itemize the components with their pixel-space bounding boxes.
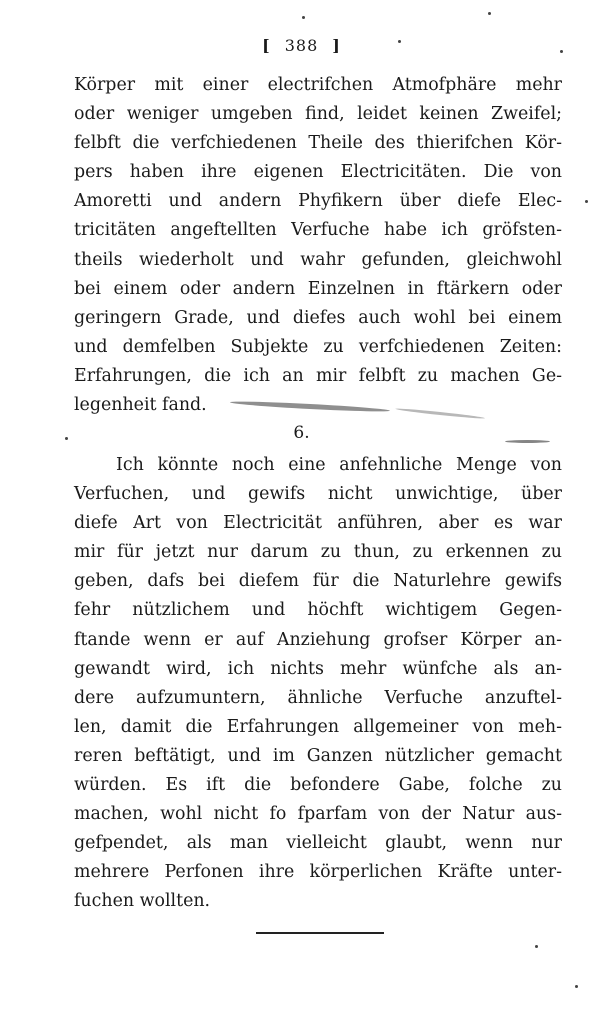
speck xyxy=(488,12,491,15)
text-line: mir für jetzt nur darum zu thun, zu erkennen zu xyxy=(74,542,562,563)
text-line: reren beftätigt, und im Ganzen nützlicher gemacht xyxy=(74,745,562,766)
speck xyxy=(585,200,588,203)
text-line: und demfelben Subjekte zu verfchiedenen Zeiten: xyxy=(74,336,562,357)
text-line: Körper mit einer electrifchen Atmofphäre mehr xyxy=(74,75,562,95)
text-line: fehr nützlichem und höchft wichtigem Gegen- xyxy=(74,600,562,621)
speck xyxy=(65,437,68,440)
text-line: Erfahrungen, die ich an mir felbft zu machen Ge- xyxy=(74,365,562,386)
text-line: gefpendet, als man vielleicht glaubt, wenn nur xyxy=(74,833,562,854)
text-line: dere aufzumuntern, ähnliche Verfuche anzuftel- xyxy=(74,687,562,708)
page-bracket-close: ] xyxy=(332,36,341,55)
text-line: pers haben ihre eigenen Electricitäten. Die von xyxy=(74,162,562,183)
paragraph-2 xyxy=(74,451,562,917)
text-line: felbft die verfchiedenen Theile des thierifchen Kör- xyxy=(74,133,562,154)
text-line: tricitäten angeftellten Verfuche habe ich gröfsten- xyxy=(74,220,562,241)
speck xyxy=(302,16,305,19)
speck xyxy=(535,945,538,948)
paragraph-1 xyxy=(74,71,562,420)
text-line: diefe Art von Electricität anführen, aber es war xyxy=(74,513,562,534)
text-line: ftande wenn er auf Anziehung grofser Körper an- xyxy=(74,629,562,650)
text-line: geringern Grade, und diefes auch wohl bei einem xyxy=(74,307,562,328)
text-line: mehrere Perfonen ihre körperlichen Kräfte unter- xyxy=(74,862,562,883)
text-line: geben, dafs bei diefem für die Naturlehre gewifs xyxy=(74,571,562,592)
text-line: fuchen wollten. xyxy=(74,891,211,912)
speck xyxy=(560,50,563,53)
text-line: Ich könnte noch eine anfehnliche Menge von xyxy=(116,455,562,475)
page-bracket-open: [ xyxy=(262,36,271,55)
section-number: 6. xyxy=(293,423,310,443)
text-line: würden. Es ift die befondere Gabe, folche zu xyxy=(74,775,562,796)
text-line: len, damit die Erfahrungen allgemeiner von meh- xyxy=(74,716,562,737)
ink-smudge xyxy=(505,440,550,443)
text-line: theils wiederholt und wahr gefunden, gleichwohl xyxy=(74,249,562,270)
text-line: gewandt wird, ich nichts mehr wünfche als an- xyxy=(74,658,562,679)
text-line: Verfuchen, und gewifs nicht unwichtige, über xyxy=(74,484,562,505)
speck xyxy=(575,985,578,988)
text-line: oder weniger umgeben find, leidet keinen Zweifel; xyxy=(74,104,562,125)
end-rule xyxy=(256,932,384,934)
text-line: machen, wohl nicht fo fparfam von der Natur aus- xyxy=(74,804,562,825)
page-header xyxy=(0,36,603,55)
text-line: legenheit fand. xyxy=(74,395,207,416)
text-line: Amoretti und andern Phyfikern über diefe Elec- xyxy=(74,191,562,212)
speck xyxy=(398,40,401,43)
page-number: 388 xyxy=(284,36,319,55)
text-line: bei einem oder andern Einzelnen in ftärkern oder xyxy=(74,278,562,299)
